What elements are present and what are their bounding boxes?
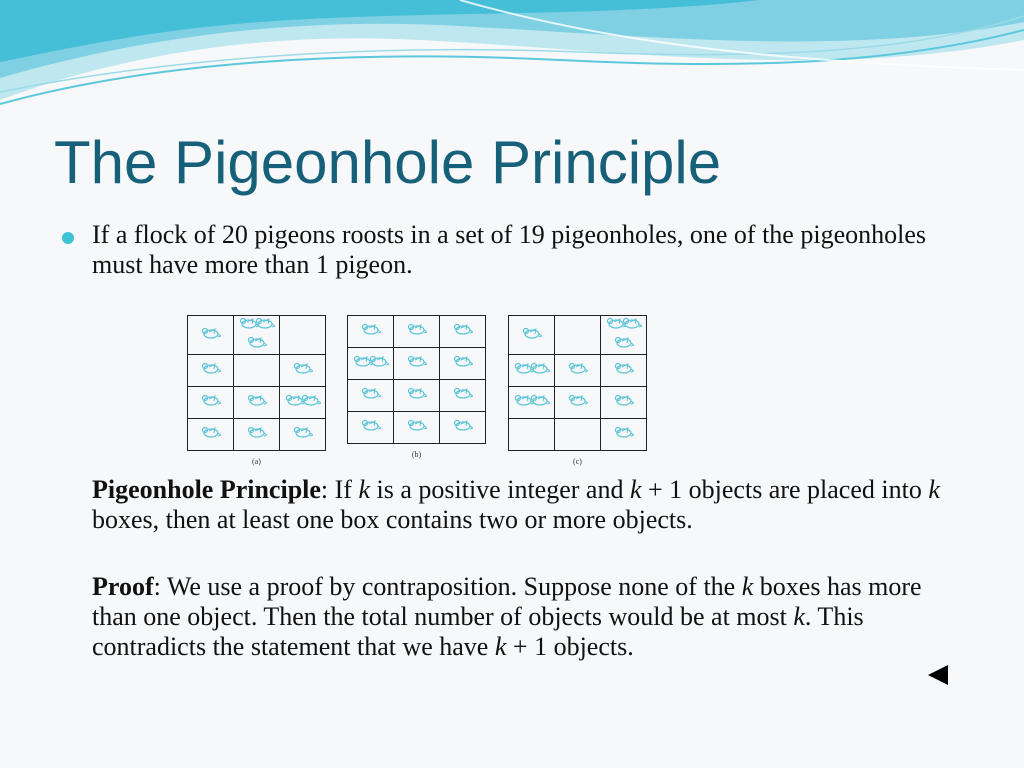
pigeonhole-cell [188,419,234,451]
grid-row [188,419,326,451]
pigeonhole-cell [555,387,601,419]
pigeonhole-grid-a [187,315,326,466]
bullet-text: If a flock of 20 pigeons roosts in a set of 19 pigeonholes, one of the pigeonholes must have more than 1 pigeon. [92,220,926,279]
pigeonhole-cell [394,348,440,380]
proof-paragraph: Proof: We use a proof by contraposition. Suppose none of the k boxes has more than one object. Then the total number of objects would be at most k. This contradicts the statement that we have k + 1 objects. [92,572,922,661]
pigeonhole-cell [280,316,326,355]
pigeonhole-cell [555,355,601,387]
pigeonhole-cell [234,316,280,355]
pigeonhole-cell [394,380,440,412]
slide-title: The Pigeonhole Principle [54,129,722,196]
grid-row [509,419,647,451]
pigeon-icon [201,425,221,439]
principle-paragraph: Pigeonhole Principle: If k is a positive integer and k + 1 objects are placed into k boxes, then at least one box contains two or more objects. [92,475,940,534]
pigeon-icon [453,322,473,336]
pigeon-icon [530,361,550,375]
pigeon-icon [622,316,642,330]
pigeon-icon [255,316,275,330]
pigeon-icon [247,393,267,407]
pigeonhole-cell [234,419,280,451]
grid-row [509,355,647,387]
pigeon-icon [247,425,267,439]
pigeon-icon [201,361,221,375]
grid-label-a: (a) [252,457,261,466]
pigeon-icon [201,326,221,340]
pigeonhole-cell [601,419,647,451]
pigeon-icon [453,354,473,368]
pigeon-icon [247,335,267,349]
pigeon-icon [453,418,473,432]
pigeon-icon [614,335,634,349]
pigeonhole-cell [234,387,280,419]
pigeon-icon [201,393,221,407]
pigeon-icon [361,322,381,336]
pigeonhole-cell [394,412,440,444]
pigeonhole-cell [440,316,486,348]
pigeon-icon [407,418,427,432]
pigeonhole-cell [188,355,234,387]
grid-row [348,348,486,380]
pigeon-icon [361,386,381,400]
pigeon-icon [568,393,588,407]
pigeonhole-cell [348,412,394,444]
end-of-proof-triangle-icon [928,665,948,685]
pigeonhole-cell [509,355,555,387]
pigeonhole-cell [601,316,647,355]
pigeon-icon [293,361,313,375]
pigeonhole-table-c [508,315,647,451]
pigeon-icon [453,386,473,400]
grid-row [348,412,486,444]
grid-row [348,316,486,348]
pigeon-icon [614,393,634,407]
pigeonhole-cell [440,348,486,380]
principle-term: Pigeonhole Principle [92,475,321,504]
pigeonhole-cell [509,316,555,355]
pigeonhole-grid-b [347,315,486,459]
grid-row [509,387,647,419]
pigeon-icon [614,425,634,439]
pigeonhole-table-a [187,315,326,451]
pigeon-icon [293,425,313,439]
pigeonhole-cell [440,412,486,444]
pigeonhole-cell [509,419,555,451]
grid-row [509,316,647,355]
pigeon-icon [614,361,634,375]
pigeonhole-cell [440,380,486,412]
pigeonhole-cell [555,419,601,451]
grid-row [188,355,326,387]
pigeon-icon [407,354,427,368]
pigeon-icon [407,386,427,400]
header-wave-decoration [0,0,1024,120]
pigeon-icon [301,393,321,407]
grid-row [188,316,326,355]
pigeonhole-cell [555,316,601,355]
pigeon-icon [530,393,550,407]
grid-label-b: (b) [411,450,422,459]
pigeonhole-cell [394,316,440,348]
pigeonhole-table-b [347,315,486,444]
pigeonhole-cell [348,348,394,380]
pigeonhole-cell [234,355,280,387]
grid-row [188,387,326,419]
pigeon-icon [522,326,542,340]
pigeonhole-cell [280,387,326,419]
pigeonhole-cell [188,316,234,355]
pigeonhole-cell [601,387,647,419]
pigeonhole-cell [348,316,394,348]
pigeonhole-grid-c [508,315,647,466]
pigeonhole-cell [280,419,326,451]
pigeonhole-cell [280,355,326,387]
proof-term: Proof [92,572,154,601]
bullet-dot-icon [62,232,74,244]
grid-label-c: (c) [573,457,582,466]
pigeon-icon [369,354,389,368]
pigeonhole-cell [188,387,234,419]
pigeonhole-cell [509,387,555,419]
pigeon-icon [568,361,588,375]
pigeonhole-cell [348,380,394,412]
pigeon-icon [361,418,381,432]
pigeon-icon [407,322,427,336]
grid-row [348,380,486,412]
pigeonhole-cell [601,355,647,387]
